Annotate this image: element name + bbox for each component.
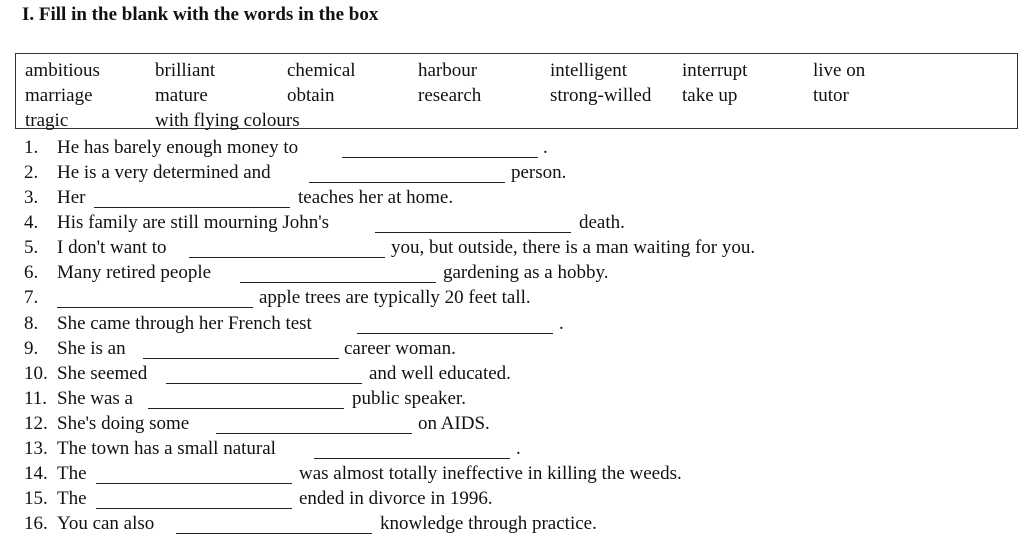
word-box — [15, 53, 1018, 129]
question-text-before: Her — [57, 187, 86, 208]
question-number: 4. — [24, 212, 39, 233]
word-live-on: live on — [813, 60, 866, 81]
word-tutor: tutor — [813, 85, 849, 106]
question-text-after: ended in divorce in 1996. — [299, 488, 493, 509]
word-strong-willed: strong-willed — [550, 85, 652, 106]
word-take-up: take up — [682, 85, 738, 106]
answer-blank[interactable] — [189, 238, 385, 258]
question-9 — [0, 339, 1024, 364]
question-number: 13. — [24, 438, 48, 459]
question-16 — [0, 514, 1024, 539]
question-15 — [0, 489, 1024, 514]
question-text-after: person. — [511, 162, 567, 183]
question-text-after: . — [516, 438, 521, 459]
question-3 — [0, 188, 1024, 213]
question-text-after: public speaker. — [352, 388, 466, 409]
question-number: 7. — [24, 287, 39, 308]
question-5 — [0, 238, 1024, 263]
answer-blank[interactable] — [240, 263, 436, 283]
answer-blank[interactable] — [309, 163, 505, 183]
question-text-before: The town has a small natural — [57, 438, 276, 459]
question-8 — [0, 314, 1024, 339]
question-number: 14. — [24, 463, 48, 484]
question-number: 16. — [24, 513, 48, 534]
word-harbour: harbour — [418, 60, 478, 81]
question-13 — [0, 439, 1024, 464]
question-number: 6. — [24, 262, 39, 283]
word-mature: mature — [155, 85, 208, 106]
question-text-before: He has barely enough money to — [57, 137, 299, 158]
word-ambitious: ambitious — [25, 60, 100, 81]
answer-blank[interactable] — [314, 439, 510, 459]
question-12 — [0, 414, 1024, 439]
question-text-before: His family are still mourning John's — [57, 212, 330, 233]
answer-blank[interactable] — [143, 339, 339, 359]
word-brilliant: brilliant — [155, 60, 216, 81]
answer-blank[interactable] — [148, 389, 344, 409]
question-number: 15. — [24, 488, 48, 509]
question-number: 5. — [24, 237, 39, 258]
question-text-before: She is an — [57, 338, 126, 359]
question-number: 2. — [24, 162, 39, 183]
question-text-after: gardening as a hobby. — [443, 262, 609, 283]
word-obtain: obtain — [287, 85, 335, 106]
question-text-after: apple trees are typically 20 feet tall. — [259, 287, 531, 308]
question-number: 1. — [24, 137, 39, 158]
word-marriage: marriage — [25, 85, 93, 106]
exercise-title: I. Fill in the blank with the words in the box — [22, 4, 379, 25]
question-6 — [0, 263, 1024, 288]
answer-blank[interactable] — [342, 138, 538, 158]
question-text-before: You can also — [57, 513, 155, 534]
answer-blank[interactable] — [166, 364, 362, 384]
question-10 — [0, 364, 1024, 389]
question-text-after: knowledge through practice. — [380, 513, 597, 534]
question-text-after: career woman. — [344, 338, 456, 359]
question-text-after: and well educated. — [369, 363, 511, 384]
question-text-before: Many retired people — [57, 262, 212, 283]
answer-blank[interactable] — [96, 489, 292, 509]
word-with-flying-colours: with flying colours — [155, 110, 300, 131]
word-chemical: chemical — [287, 60, 356, 81]
question-number: 11. — [24, 388, 48, 409]
question-text-after: . — [543, 137, 548, 158]
question-11 — [0, 389, 1024, 414]
answer-blank[interactable] — [357, 314, 553, 334]
question-number: 3. — [24, 187, 39, 208]
word-tragic: tragic — [25, 110, 69, 131]
word-research: research — [418, 85, 482, 106]
answer-blank[interactable] — [216, 414, 412, 434]
question-14 — [0, 464, 1024, 489]
question-number: 12. — [24, 413, 48, 434]
question-text-before: I don't want to — [57, 237, 167, 258]
question-text-before: She came through her French test — [57, 313, 312, 334]
question-text-before: She's doing some — [57, 413, 190, 434]
question-number: 10. — [24, 363, 48, 384]
question-2 — [0, 163, 1024, 188]
word-interrupt: interrupt — [682, 60, 748, 81]
question-text-after: . — [559, 313, 564, 334]
word-intelligent: intelligent — [550, 60, 628, 81]
question-number: 9. — [24, 338, 39, 359]
answer-blank[interactable] — [375, 213, 571, 233]
question-text-before: She was a — [57, 388, 133, 409]
question-number: 8. — [24, 313, 39, 334]
question-text-before: He is a very determined and — [57, 162, 271, 183]
question-1 — [0, 138, 1024, 163]
question-text-after: teaches her at home. — [298, 187, 454, 208]
question-text-after: on AIDS. — [418, 413, 490, 434]
question-text-after: was almost totally ineffective in killing the weeds. — [299, 463, 682, 484]
answer-blank[interactable] — [176, 514, 372, 534]
question-text-before: The — [57, 463, 87, 484]
question-text-after: you, but outside, there is a man waiting for you. — [391, 237, 756, 258]
question-4 — [0, 213, 1024, 238]
answer-blank[interactable] — [96, 464, 292, 484]
question-text-before: The — [57, 488, 87, 509]
answer-blank[interactable] — [57, 288, 253, 308]
question-text-before: She seemed — [57, 363, 148, 384]
question-7 — [0, 288, 1024, 313]
answer-blank[interactable] — [94, 188, 290, 208]
question-text-after: death. — [579, 212, 625, 233]
